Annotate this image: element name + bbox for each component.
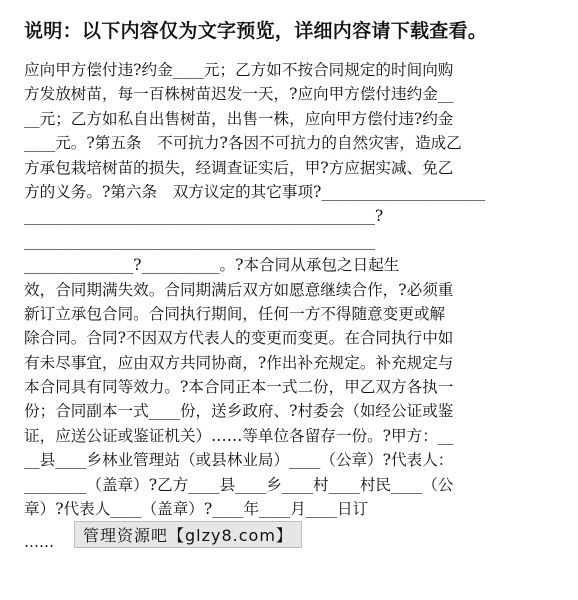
text-line: ________（盖章）?乙方____县____乡____村____村民____（公: [24, 475, 454, 494]
text-line: 方的义务。?第六条 双方议定的其它事项?_____________________: [24, 182, 486, 201]
text-line: ____元。?第五条 不可抗力?各因不可抗力的自然灾害，造成乙: [24, 134, 462, 153]
text-line: 有未尽事宜，应由双方共同协商，?作出补充规定。补充规定与: [24, 353, 454, 372]
text-line: __县____乡林业管理站（或县林业局）____（公章）?代表人：: [24, 451, 454, 470]
text-line: _____________________________________________?: [24, 207, 384, 226]
watermark-badge[interactable]: 管理资源吧【glzy8.com】: [74, 521, 302, 548]
text-line: 效，合同期满失效。合同期满后双方如愿意继续合作，?必须重: [24, 280, 454, 299]
text-line: 方承包栽培树苗的损失，经调查证实后，甲?方应据实减、免乙: [24, 158, 454, 177]
text-line: 应向甲方偿付违?约金____元；乙方如不按合同规定的时间向购: [24, 61, 454, 79]
text-line: _____________________________________________: [24, 231, 375, 250]
text-line: __元；乙方如私自出售树苗，出售一株，应向甲方偿付违?约金: [24, 109, 454, 128]
text-line: 新订立承包合同。合同执行期间，任何一方不得随意变更或解: [24, 304, 446, 323]
text-line: 章）?代表人____（盖章）?____年____月____日订: [24, 500, 369, 519]
text-line: 除合同。合同?不因双方代表人的变更而变更。在合同执行中如: [24, 329, 454, 348]
document-body: [24, 58, 554, 521]
preview-notice: 说明：以下内容仅为文字预览，详细内容请下载查看。: [24, 20, 488, 42]
truncation-ellipsis: ……: [24, 533, 54, 551]
text-line: ______________?__________。?本合同从承包之日起生: [24, 256, 400, 275]
text-line: 方发放树苗，每一百株树苗迟发一天，?应向甲方偿付违约金__: [24, 85, 454, 104]
text-line: 份；合同副本一式____份，送乡政府、?村委会（如经公证或鉴: [24, 402, 454, 421]
text-line: 本合同具有同等效力。?本合同正本一式二份，甲乙双方各执一: [24, 378, 454, 397]
text-line: 证，应送公证或鉴证机关）……等单位各留存一份。?甲方：__: [24, 426, 454, 445]
